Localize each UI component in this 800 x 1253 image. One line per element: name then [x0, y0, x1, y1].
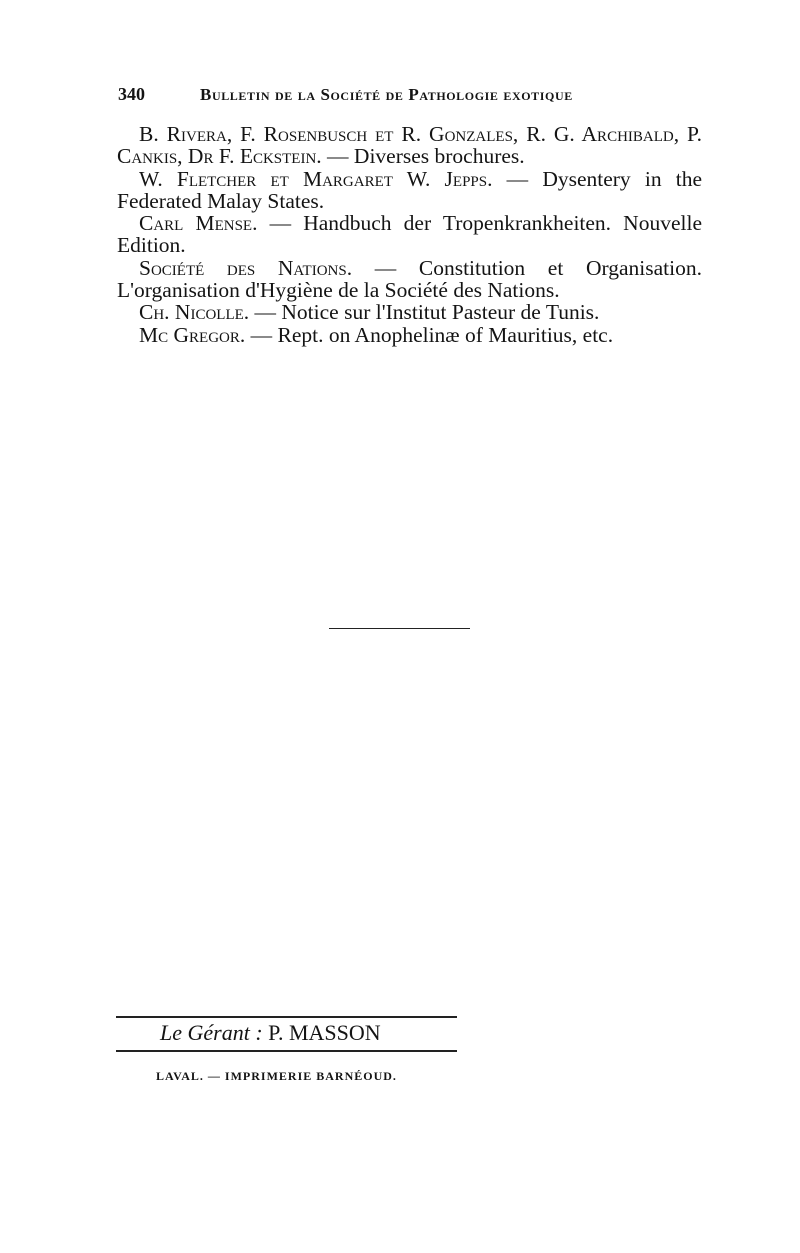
reference-title: — Rept. on Anophelinæ of Mauritius, etc. [250, 322, 614, 347]
reference-item [117, 324, 702, 346]
reference-title: — Dysentery in the Federated Malay States. [117, 166, 703, 213]
page-number: 340 [118, 84, 145, 104]
reference-item [117, 168, 702, 213]
reference-title: — Notice sur l'Institut Pasteur de Tunis. [254, 300, 600, 325]
reference-list [117, 123, 702, 346]
reference-title: — Handbuch der Tropenkrankheiten. Nouvelle Edition. [117, 211, 702, 258]
section-divider [329, 628, 470, 629]
colophon-top-rule [116, 1016, 457, 1018]
colophon-bottom-rule [116, 1050, 457, 1052]
reference-authors: W. Fletcher et Margaret W. Jepps. [139, 166, 493, 191]
reference-item [117, 123, 702, 168]
reference-authors: Ch. Nicolle. [139, 300, 250, 325]
running-head [118, 84, 678, 108]
gerant-name: P. MASSON [268, 1020, 381, 1045]
gerant-label: Le Gérant : [160, 1020, 263, 1045]
reference-item [117, 257, 702, 302]
reference-title: — Constitution et Organisation. L'organisation d'Hygiène de la Société des Nations. [117, 255, 702, 303]
gerant-line [160, 1020, 381, 1046]
reference-authors: Carl Mense. [139, 211, 258, 236]
reference-item [117, 212, 702, 257]
reference-authors: Société des Nations. [139, 255, 353, 280]
journal-title: Bulletin de la Société de Pathologie exotique [200, 85, 573, 104]
printer-line: LAVAL. — IMPRIMERIE BARNÉOUD. [156, 1069, 397, 1083]
reference-authors: Mc Gregor. [139, 322, 246, 347]
reference-authors: B. Rivera, F. Rosenbusch et R. Gonzales, R. G. Archibald, P. Cankis, Dr F. Eckstein. [117, 122, 702, 169]
reference-item [117, 301, 702, 323]
reference-title: — Diverses brochures. [327, 144, 525, 169]
